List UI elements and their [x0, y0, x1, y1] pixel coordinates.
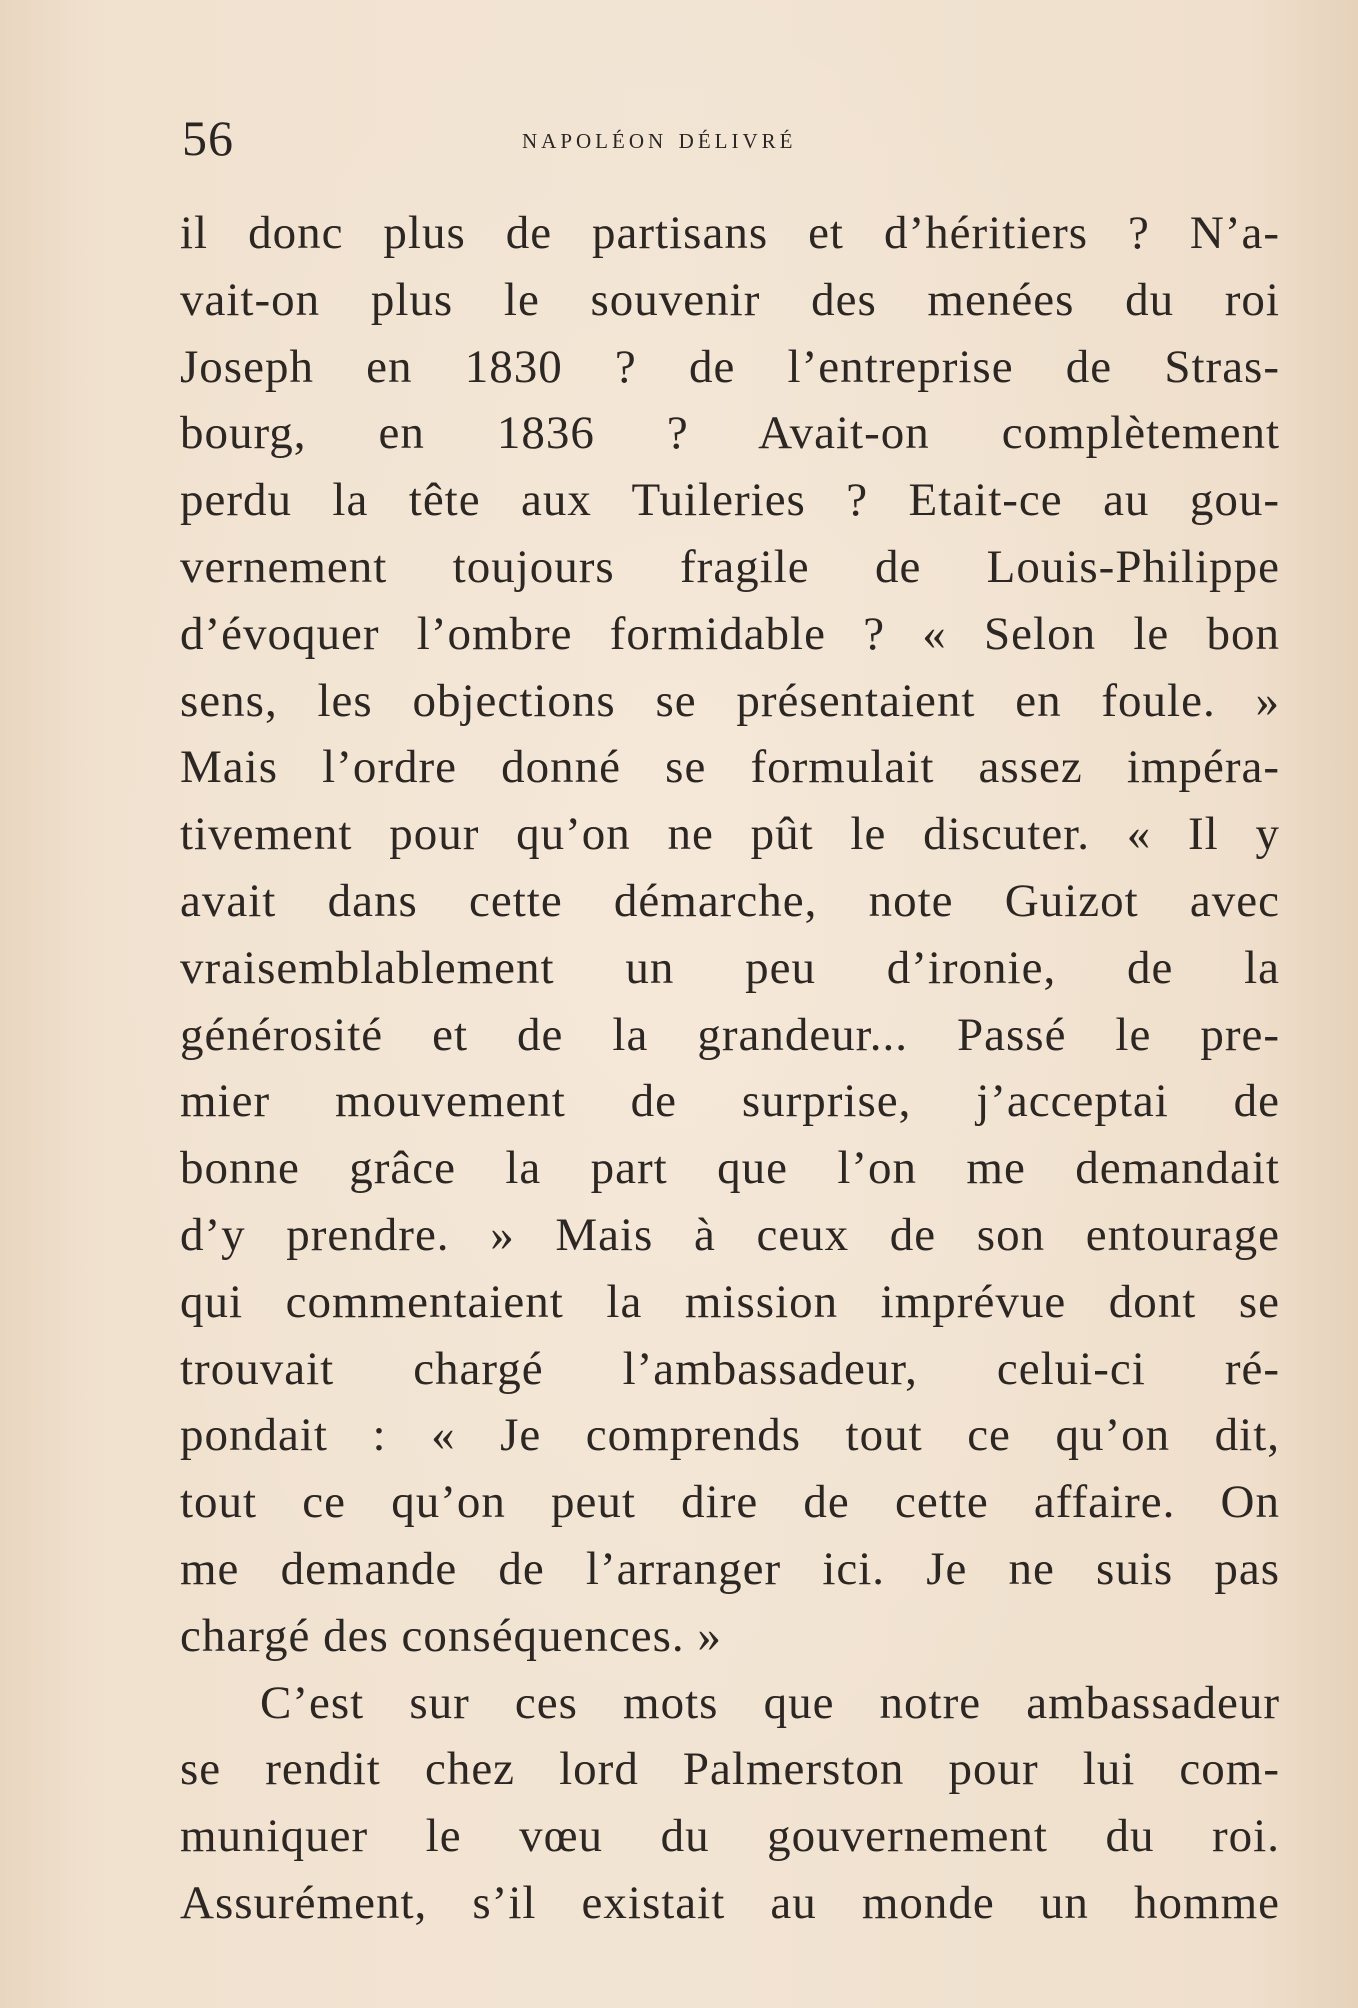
paragraph-end-line: chargé des conséquences. » [180, 1609, 722, 1662]
text-line: générosité et de la grandeur... Passé le pre- [180, 1008, 1280, 1061]
text-line: Assurément, s’il existait au monde un homme [180, 1876, 1280, 1929]
text-line: vait-on plus le souvenir des menées du roi [180, 273, 1280, 326]
text-line: vernement toujours fragile de Louis-Philippe [180, 540, 1280, 593]
text-line: il donc plus de partisans et d’héritiers ? N’a- [180, 207, 1280, 259]
text-line: me demande de l’arranger ici. Je ne suis pas [180, 1542, 1280, 1595]
text-line: bonne grâce la part que l’on me demandait [180, 1142, 1280, 1195]
running-title: napoléon délivré [522, 122, 797, 155]
text-line: mier mouvement de surprise, j’acceptai de [180, 1075, 1280, 1128]
body-text [180, 200, 1280, 1937]
text-line: se rendit chez lord Palmerston pour lui com- [180, 1743, 1280, 1796]
text-line: trouvait chargé l’ambassadeur, celui-ci ré- [180, 1342, 1280, 1395]
text-line: bourg, en 1836 ? Avait-on complètement [180, 407, 1280, 460]
text-line: qui commentaient la mission imprévue dont se [180, 1275, 1280, 1328]
text-line: d’y prendre. » Mais à ceux de son entourage [180, 1208, 1280, 1261]
text-line: sens, les objections se présentaient en foule. » [180, 674, 1280, 727]
text-line: avait dans cette démarche, note Guizot avec [180, 874, 1280, 927]
text-line: perdu la tête aux Tuileries ? Etait-ce au gou- [180, 474, 1280, 527]
text-line: tout ce qu’on peut dire de cette affaire. On [180, 1476, 1280, 1529]
text-line: tivement pour qu’on ne pût le discuter. « Il y [180, 808, 1280, 861]
page-number: 56 [182, 110, 234, 166]
paragraph-start-line: C’est sur ces mots que notre ambassadeur [260, 1676, 1280, 1729]
page-header [182, 108, 1282, 168]
text-line: pondait : « Je comprends tout ce qu’on dit, [180, 1409, 1280, 1462]
text-line: muniquer le vœu du gouvernement du roi. [180, 1810, 1280, 1863]
text-line: d’évoquer l’ombre formidable ? « Selon le bon [180, 607, 1280, 660]
text-line: Joseph en 1830 ? de l’entreprise de Stras- [180, 340, 1280, 393]
text-line: vraisemblablement un peu d’ironie, de la [180, 941, 1280, 994]
text-line: Mais l’ordre donné se formulait assez impéra- [180, 741, 1280, 794]
